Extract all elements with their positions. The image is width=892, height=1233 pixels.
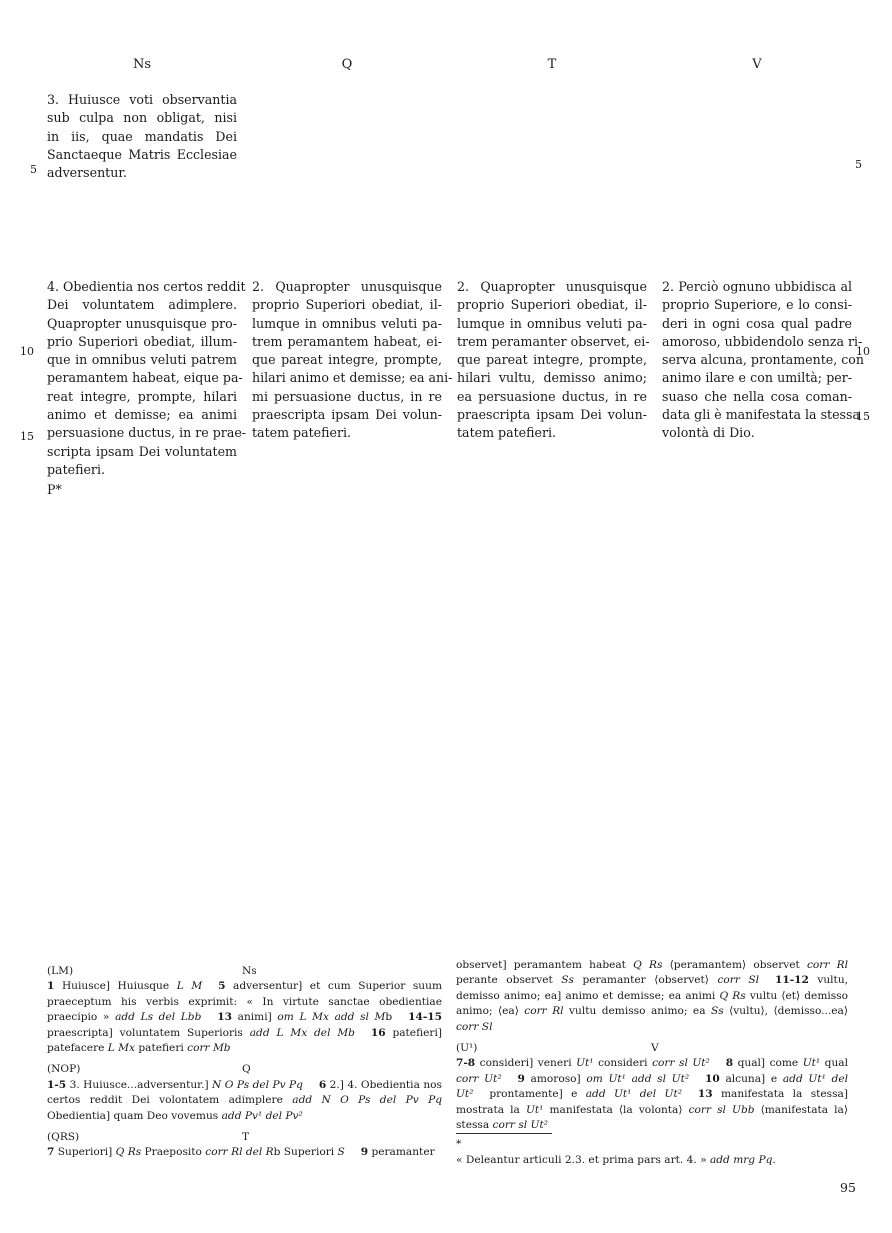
variant-text	[303, 1079, 319, 1091]
text-line: trem peramantem habeat, ei-	[252, 333, 442, 349]
manuscript-siglum: add mrg Pq	[709, 1154, 773, 1166]
text-line: patefieri.	[47, 461, 105, 477]
apparatus-source: V	[651, 1042, 659, 1055]
variant-text: b	[385, 1011, 409, 1024]
apparatus-heading	[456, 1041, 848, 1056]
article-4-ns	[47, 278, 247, 479]
line-reference: 5	[218, 980, 226, 993]
text-line: reat integre, prompte, hilari	[47, 388, 237, 404]
variant-text: patefieri] patefacere	[47, 1026, 442, 1055]
column-header-v: V	[752, 57, 762, 72]
apparatus-heading	[47, 1130, 442, 1145]
text-line: deri in ogni cosa qual padre	[662, 315, 852, 331]
manuscript-siglum: add Ut¹ del Ut²	[456, 1072, 848, 1101]
text-line: mi persuasione ductus, in re	[252, 388, 442, 404]
column-header-q: Q	[341, 57, 353, 72]
variant-text: « Deleantur articuli 2.3. et prima pars art. 4. »	[456, 1154, 710, 1166]
text-line: trem peramanter observet, ei-	[457, 333, 650, 349]
manuscript-siglum: Ss	[561, 974, 574, 987]
variant-text	[345, 1146, 361, 1158]
variant-text: vultu demisso animo; ea	[563, 1005, 711, 1018]
line-number-15-left: 15	[20, 430, 34, 443]
line-number-10-left: 10	[20, 345, 34, 358]
line-reference: 16	[370, 1026, 386, 1039]
apparatus-entry	[47, 1145, 442, 1160]
manuscript-siglum: S	[337, 1146, 345, 1159]
footnote-mark: *	[456, 1138, 462, 1150]
text-line: adversentur.	[47, 165, 127, 181]
column-header-ns: Ns	[132, 57, 152, 72]
variant-text: consideri	[593, 1057, 653, 1070]
line-number-10-right: 10	[856, 345, 870, 358]
text-line: prio Superiori obediat, illum-	[47, 333, 237, 349]
apparatus-sigla: (U¹)	[456, 1042, 478, 1055]
text-line: sub culpa non obligat, nisi	[47, 110, 237, 126]
text-line: lumque in omnibus veluti pa-	[457, 315, 647, 331]
line-reference: 8	[725, 1057, 734, 1070]
text-line: 4. Obedientia nos certos reddit	[47, 279, 246, 294]
variant-text: patefieri	[135, 1042, 188, 1055]
text-line: peramantem habeat, eique pa-	[47, 370, 243, 386]
manuscript-siglum: om Ut¹ add sl Ut²	[586, 1072, 690, 1085]
text-line: hilari vultu, demisso animo;	[457, 370, 647, 386]
variant-text	[682, 1088, 698, 1100]
variant-text	[202, 980, 218, 992]
variant-text: 2.] 4. Obedientia nos certos reddit Dei volontatem adimplere	[47, 1078, 442, 1107]
critical-apparatus-left	[47, 958, 442, 1161]
text-line: que in omnibus veluti patrem	[47, 352, 237, 368]
variant-text: manifestata ⟨la volonta⟩	[543, 1103, 689, 1116]
text-line: 2. Quapropter unusquisque	[252, 279, 442, 294]
text-line: hilari animo et demisse; ea ani-	[252, 370, 453, 386]
manuscript-siglum: corr Sl	[717, 974, 760, 987]
text-line: 2. Quapropter unusquisque	[457, 279, 647, 294]
variant-text: qual] come	[733, 1057, 803, 1070]
apparatus-heading	[47, 964, 442, 979]
article-3-ns	[47, 91, 237, 182]
variant-text: ⟨manifestata la⟩ stessa	[456, 1103, 849, 1132]
manuscript-siglum: add N O Ps del Pv Pq	[292, 1094, 442, 1107]
apparatus-source: Ns	[242, 965, 257, 977]
manuscript-siglum: Q Rs	[719, 989, 746, 1002]
variant-text	[759, 974, 775, 986]
text-line: persuasione ductus, in re prae-	[47, 425, 247, 441]
manuscript-siglum: Q Rs	[115, 1146, 142, 1159]
line-reference: 1	[47, 980, 55, 993]
text-line: proprio Superiore, e lo consi-	[662, 297, 852, 313]
line-reference: 10	[705, 1072, 720, 1085]
text-line: tatem patefieri.	[457, 425, 557, 441]
variant-text: adversentur] et cum Superior suum praeceptum his verbis exprimit: « In virtute sanctae obedientiae praecipio »	[47, 980, 442, 1024]
variant-text	[689, 1073, 705, 1085]
variant-text	[502, 1073, 518, 1085]
line-reference: 9	[517, 1072, 525, 1085]
text-line: Sanctaeque Matris Ecclesiae	[47, 146, 237, 162]
text-line: ea persuasione ductus, in re	[457, 388, 647, 404]
text-line: volontà di Dio.	[662, 425, 755, 441]
variant-text: animi]	[232, 1011, 278, 1024]
apparatus-heading	[47, 1062, 442, 1077]
variant-text	[201, 1011, 217, 1023]
apparatus-entry	[47, 1078, 442, 1124]
page-number: 95	[840, 1180, 856, 1195]
line-reference: 9	[360, 1146, 369, 1159]
line-number-15-right: 15	[856, 410, 870, 423]
manuscript-siglum: L Mx	[107, 1042, 135, 1055]
line-reference: 6	[318, 1078, 327, 1091]
variant-text: manifestata la stessa] mostrata la	[456, 1088, 848, 1116]
variant-text: peramanter	[368, 1146, 435, 1159]
text-line: proprio Superiori obediat, il-	[457, 297, 647, 313]
variant-text: vultu, demisso animo; ea] animo et demisse; ea animi	[456, 974, 849, 1002]
variant-text	[355, 1027, 371, 1039]
manuscript-siglum: Q Rs	[633, 959, 663, 971]
line-reference: 7-8	[456, 1057, 476, 1070]
manuscript-siglum: corr Rl	[806, 959, 848, 971]
variant-text: praescripta] voluntatem Superioris	[47, 1026, 250, 1039]
variant-text: observet] peramantem habeat	[456, 959, 634, 971]
text-line: proprio Superiori obediat, il-	[252, 297, 442, 313]
variant-text: peramanter ⟨observet⟩	[573, 974, 718, 987]
manuscript-siglum: add Ls del Lbb	[115, 1011, 202, 1024]
line-number-5-left: 5	[30, 163, 37, 176]
line-reference: 1-5	[47, 1078, 67, 1091]
variant-text: Obedientia] quam Deo vovemus	[47, 1109, 222, 1122]
manuscript-siglum: corr Rl	[524, 1005, 564, 1018]
manuscript-siglum: corr Ut²	[456, 1072, 502, 1085]
manuscript-siglum: add Pv¹ del Pv²	[221, 1109, 303, 1122]
variant-text: perante observet	[456, 974, 562, 987]
text-line: lumque in omnibus veluti pa-	[252, 315, 442, 331]
variant-text: ⟨peramantem⟩ observet	[662, 959, 807, 971]
variant-text	[710, 1057, 726, 1069]
variant-text: Superiori]	[54, 1146, 116, 1159]
manuscript-siglum: om L Mx add sl M	[277, 1011, 386, 1024]
manuscript-siglum: corr Mb	[187, 1042, 231, 1055]
line-reference: 13	[217, 1011, 233, 1024]
manuscript-siglum: N O Ps del Pv Pq	[212, 1078, 303, 1091]
text-line: data gli è manifestata la stessa	[662, 407, 860, 423]
text-line: animo ilare e con umiltà; per-	[662, 370, 852, 386]
apparatus-sigla: (NOP)	[47, 1063, 81, 1076]
text-line: scripta ipsam Dei voluntatem	[47, 443, 237, 459]
text-line: 3. Huiusce voti observantia	[47, 92, 237, 107]
line-number-5-right: 5	[855, 158, 862, 171]
apparatus-source: Q	[242, 1063, 251, 1076]
manuscript-siglum: corr sl Ut²	[652, 1057, 710, 1070]
p-star-mark: P*	[47, 482, 62, 497]
footnote-rule	[456, 1133, 552, 1134]
apparatus-source: T	[242, 1131, 250, 1144]
apparatus-sigla: (LM)	[47, 965, 74, 977]
text-line: amoroso, ubbidendolo senza ri-	[662, 333, 863, 349]
line-reference: 11-12	[774, 974, 809, 987]
text-line: suaso che nella cosa coman-	[662, 388, 852, 404]
manuscript-siglum: Ut¹	[802, 1057, 821, 1070]
variant-text: qual	[820, 1057, 848, 1070]
column-header-t: T	[547, 57, 557, 72]
text-line: tatem patefieri.	[252, 425, 352, 441]
line-reference: 13	[697, 1088, 713, 1101]
variant-text: ⟨vultu⟩, ⟨demisso...ea⟩	[723, 1005, 848, 1018]
manuscript-siglum: Ut¹	[525, 1103, 544, 1116]
text-line: Dei voluntatem adimplere.	[47, 297, 237, 313]
manuscript-siglum: Ut¹	[576, 1057, 594, 1070]
variant-text: Huiusce] Huiusque	[54, 980, 177, 993]
manuscript-siglum: add L Mx del Mb	[249, 1026, 355, 1039]
manuscript-siglum: L M	[176, 980, 203, 993]
variant-text: amoroso]	[524, 1072, 587, 1085]
apparatus-entry	[456, 958, 848, 1035]
article-2-t	[457, 278, 650, 443]
text-line: Quapropter unusquisque pro-	[47, 315, 237, 331]
text-line: in iis, quae mandatis Dei	[47, 128, 237, 144]
text-line: praescripta ipsam Dei volun-	[457, 407, 647, 423]
variant-text: consideri] veneri	[475, 1057, 577, 1070]
variant-text: Praeposito	[141, 1146, 206, 1159]
critical-apparatus-right	[456, 958, 848, 1133]
manuscript-siglum: add Ut¹ del Ut²	[585, 1088, 682, 1101]
manuscript-siglum: corr Rl del R	[205, 1146, 274, 1159]
text-line: serva alcuna, prontamente, con	[662, 352, 865, 368]
variant-text: b Superiori	[273, 1146, 338, 1159]
footnote	[456, 1153, 848, 1168]
manuscript-siglum: corr sl Ubb	[688, 1103, 755, 1116]
variant-text: prontamente] e	[473, 1088, 586, 1101]
variant-text: 3. Huiusce...adversentur.]	[66, 1078, 213, 1091]
manuscript-siglum: corr sl Ut²	[492, 1119, 548, 1132]
apparatus-entry	[456, 1056, 848, 1133]
article-2-q	[252, 278, 453, 443]
variant-text: vultu ⟨et⟩ demisso animo; ⟨ea⟩	[456, 989, 849, 1018]
manuscript-siglum: Ss	[710, 1005, 724, 1018]
text-line: que pareat integre, prompte,	[252, 352, 442, 368]
line-reference: 7	[47, 1146, 55, 1159]
text-line: 2. Perciò ognuno ubbidisca al	[662, 279, 852, 294]
text-line: animo et demisse; ea animi	[47, 407, 237, 423]
variant-text: alcuna] e	[719, 1072, 783, 1085]
variant-text: .	[772, 1154, 776, 1166]
apparatus-entry	[47, 979, 442, 1056]
text-line: praescripta ipsam Dei volun-	[252, 407, 442, 423]
text-line: que pareat integre, prompte,	[457, 352, 647, 368]
line-reference: 14-15	[408, 1011, 442, 1024]
manuscript-siglum: corr Sl	[456, 1020, 493, 1033]
apparatus-sigla: (QRS)	[47, 1131, 80, 1144]
